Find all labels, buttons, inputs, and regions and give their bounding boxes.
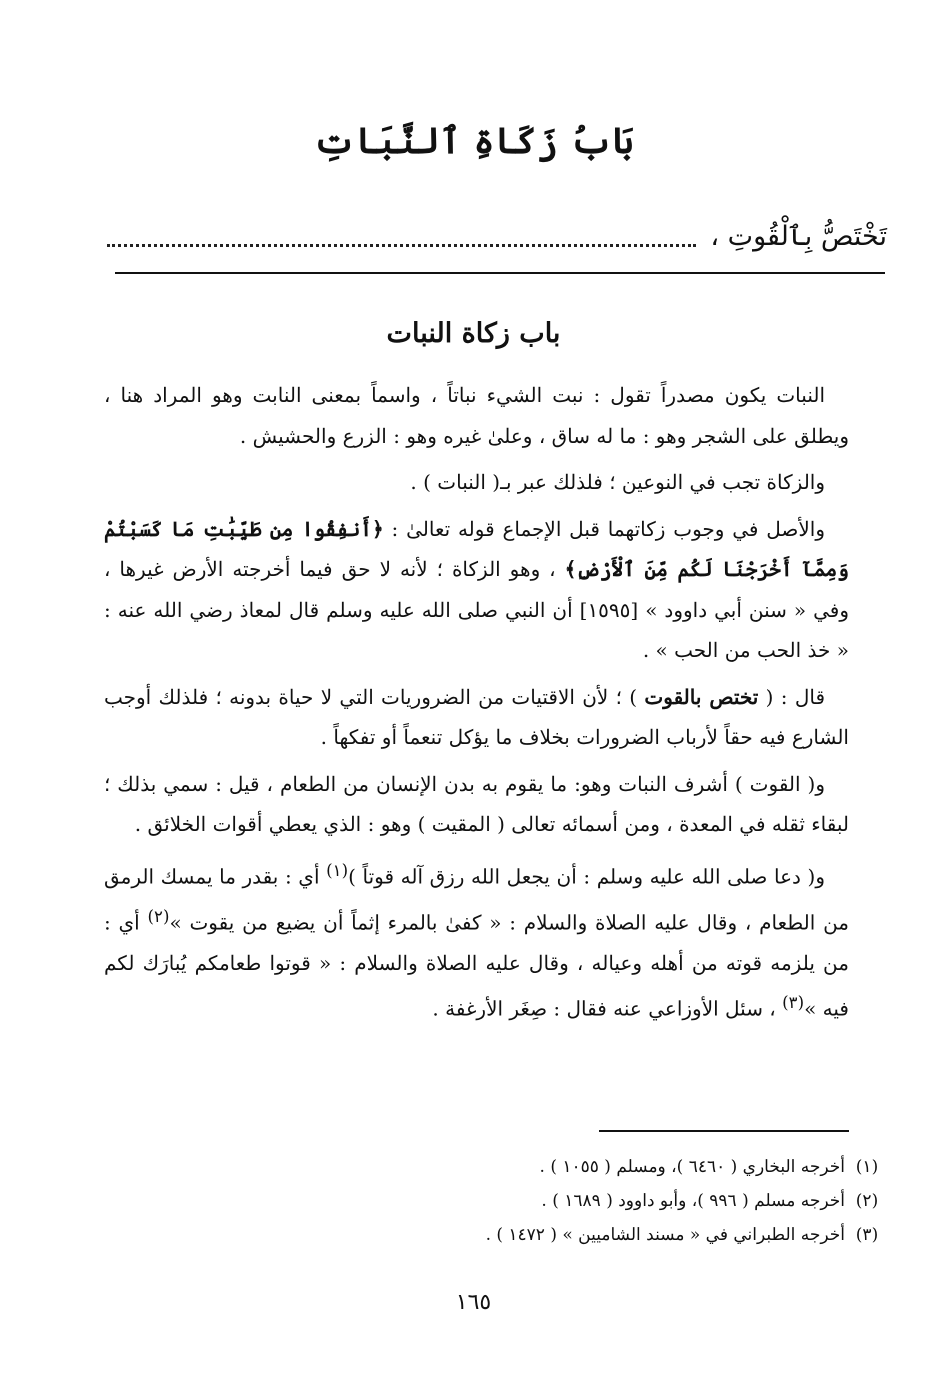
footnote-item: [109, 1218, 889, 1252]
footnote-text: أخرجه البخاري ( ٦٤٦٠ )، ومسلم ( ١٠٥٥ ) .: [539, 1157, 845, 1177]
paragraph-3-rest: ، وهو الزكاة ؛ لأنه لا حق فيما أخرجته الأرض غيرها ، وفي « سنن أبي داوود » [١٥٩٥] أن النبي صلى الله عليه وسلم قال لمعاذ رضي الله عنه : « خذ الحب من الحب » .: [104, 557, 849, 662]
footnote-ref-3: (٣): [782, 993, 805, 1013]
footnote-text: أخرجه مسلم ( ٩٩٦ )، وأبو داوود ( ١٦٨٩ ) .: [541, 1191, 845, 1211]
paragraph-6: [104, 851, 849, 1030]
quran-verse: ﴿أَنفِقُوا مِن طَيِّبَٰتِ مَا كَسَبْتُمْ وَمِمَّآ أَخْرَجْنَا لَكُم مِّنَ ٱلْأَرْضِ﴾: [104, 516, 849, 581]
matn-line: [107, 214, 887, 258]
paragraph-6-part-d: ، سئل الأوزاعي عنه فقال : صِغَر الأرغفة .: [432, 996, 776, 1021]
paragraph-4: [104, 677, 849, 758]
footnote-number: (٣): [855, 1225, 879, 1245]
paragraph-3: [104, 509, 849, 671]
footnote-ref-2: (٢): [147, 906, 170, 926]
footnotes: [109, 1150, 889, 1252]
section-title: باب زكاة النبات: [386, 318, 561, 349]
page-number: ١٦٥: [455, 1290, 492, 1315]
section-divider: [115, 272, 885, 274]
paragraph-6-part-b: أي : بقدر ما يمسك الرمق من الطعام ، وقال عليه الصلاة والسلام : « كفىٰ بالمرء إثماً أن يضيع من يقوت »: [104, 864, 850, 935]
footnote-item: [109, 1150, 889, 1184]
dotted-leader: [107, 226, 696, 247]
footnote-divider: [599, 1130, 849, 1132]
paragraph-6-part-c: أي : من يلزمه قوته من أهله وعياله ، وقال عليه الصلاة والسلام : « قوتوا طعامكم يُبارَك لكم فيه »: [104, 910, 849, 1021]
chapter-title: بَابُ زَكَاةِ ٱلنَّبَاتِ: [313, 120, 634, 162]
paragraph-4-intro: قال : (: [765, 684, 825, 709]
matn-quote: تختص بالقوت: [644, 684, 759, 709]
paragraph-3-intro: والأصل في وجوب زكاتهما قبل الإجماع قوله تعالىٰ :: [391, 516, 826, 541]
commentary-body: [104, 375, 849, 1035]
footnote-ref-1: (١): [326, 860, 349, 880]
footnote-number: (١): [855, 1157, 879, 1177]
paragraph-4-rest: ) ؛ لأن الاقتيات من الضروريات التي لا حياة بدونه ؛ فلذلك أوجب الشارع فيه حقاً لأرباب الضرورات بخلاف ما يؤكل تنعماً أو تفكهاً .: [104, 684, 849, 749]
paragraph-6-part-a: و( دعا صلى الله عليه وسلم : أن يجعل الله رزق آله قوتاً ): [348, 864, 826, 889]
paragraph-2: والزكاة تجب في النوعين ؛ فلذلك عبر بـ( النبات ) .: [410, 470, 825, 494]
paragraph-1: النبات يكون مصدراً تقول : نبت الشيء نباتاً ، واسماً بمعنى النابت وهو المراد هنا ، ويطلق على الشجر وهو : ما له ساق ، وعلىٰ غيره وهو : الزرع والحشيش .: [104, 383, 849, 448]
matn-text: تَخْتَصُّ بِٱلْقُوتِ ،: [710, 220, 887, 252]
footnote-item: [109, 1184, 889, 1218]
paragraph-5: و( القوت ) أشرف النبات وهو: ما يقوم به بدن الإنسان من الطعام ، قيل : سمي بذلك ؛ لبقاء ثقله في المعدة ، ومن أسمائه تعالى ( المقيت ) وهو : الذي يعطي أقوات الخلائق .: [104, 771, 849, 836]
footnote-number: (٢): [855, 1191, 879, 1211]
footnote-text: أخرجه الطبراني في « مسند الشاميين » ( ١٤٧٢ ) .: [485, 1225, 845, 1245]
